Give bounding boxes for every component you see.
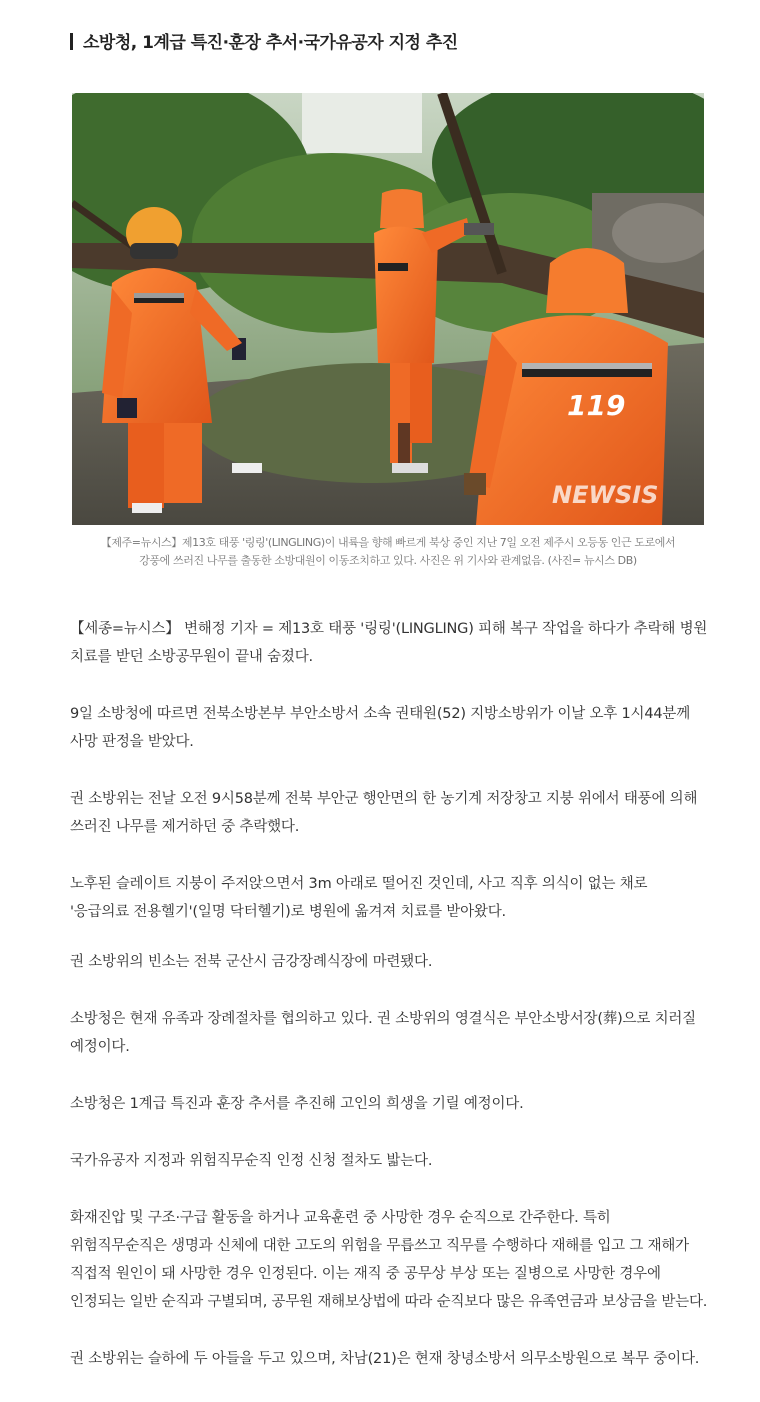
article-paragraph: 권 소방위는 전날 오전 9시58분께 전북 부안군 행안면의 한 농기계 저장창고 지붕 위에서 태풍에 의해 쓰러진 나무를 제거하던 중 추락했다. bbox=[70, 791, 698, 835]
headline-bar bbox=[70, 33, 73, 50]
headline-text: 소방청, 1계급 특진·훈장 추서·국가유공자 지정 추진 bbox=[83, 32, 458, 53]
article-paragraph: 권 소방위의 빈소는 전북 군산시 금강장례식장에 마련됐다. bbox=[70, 954, 433, 970]
article-paragraph: 소방청은 1계급 특진과 훈장 추서를 추진해 고인의 희생을 기릴 예정이다. bbox=[70, 1096, 524, 1112]
photo-caption bbox=[72, 534, 704, 570]
jacket-119-label: 119 bbox=[567, 389, 626, 422]
article-paragraph: 노후된 슬레이트 지붕이 주저앉으면서 3m 아래로 떨어진 것인데, 사고 직후 의식이 없는 채로 '응급의료 전용헬기'(일명 닥터헬기)로 병원에 옮겨져 치료를 받아왔다. bbox=[70, 876, 648, 920]
article-paragraph: 9일 소방청에 따르면 전북소방본부 부안소방서 소속 권태원(52) 지방소방위가 이날 오후 1시44분께 사망 판정을 받았다. bbox=[70, 706, 691, 750]
article-headline bbox=[70, 26, 710, 54]
article-paragraph: 소방청은 현재 유족과 장례절차를 협의하고 있다. 권 소방위의 영결식은 부안소방서장(葬)으로 치러질 예정이다. bbox=[70, 1011, 696, 1055]
caption-line-1: 【제주=뉴시스】제13호 태풍 '링링'(LINGLING)이 내륙을 향해 빠르게 북상 중인 지난 7일 오전 제주시 오등동 인근 도로에서 bbox=[100, 536, 676, 549]
article-paragraph: 권 소방위는 슬하에 두 아들을 두고 있으며, 차남(21)은 현재 창녕소방서 의무소방원으로 복무 중이다. bbox=[70, 1351, 700, 1367]
article-paragraph: 화재진압 및 구조·구급 활동을 하거나 교육훈련 중 사망한 경우 순직으로 간주한다. 특히 위험직무순직은 생명과 신체에 대한 고도의 위험을 무릅쓰고 직무를 수행하다 재해를 입고 그 재해가 직접적 원인이 돼 사망한 경우 인정된다. 이는 재직 중 공무상 부상 또는 질병으로 사망한 경우에 인정되는 일반 순직과 구별되며, 공무원 재해보상법에 따라 순직보다 많은 유족연금과 보상금을 받는다. bbox=[70, 1210, 708, 1310]
newsis-watermark: NEWSIS bbox=[552, 481, 659, 509]
article-body bbox=[70, 615, 710, 1402]
article-paragraph: 【세종=뉴시스】 변해정 기자 = 제13호 태풍 '링링'(LINGLING) 피해 복구 작업을 하다가 추락해 병원 치료를 받던 소방공무원이 끝내 숨졌다. bbox=[70, 621, 708, 665]
news-photo bbox=[72, 93, 704, 525]
caption-line-2: 강풍에 쓰러진 나무를 출동한 소방대원이 이동조치하고 있다. 사진은 위 기사와 관계없음. (사진= 뉴시스 DB) bbox=[139, 554, 637, 567]
article-paragraph: 국가유공자 지정과 위험직무순직 인정 신청 절차도 밟는다. bbox=[70, 1153, 433, 1169]
